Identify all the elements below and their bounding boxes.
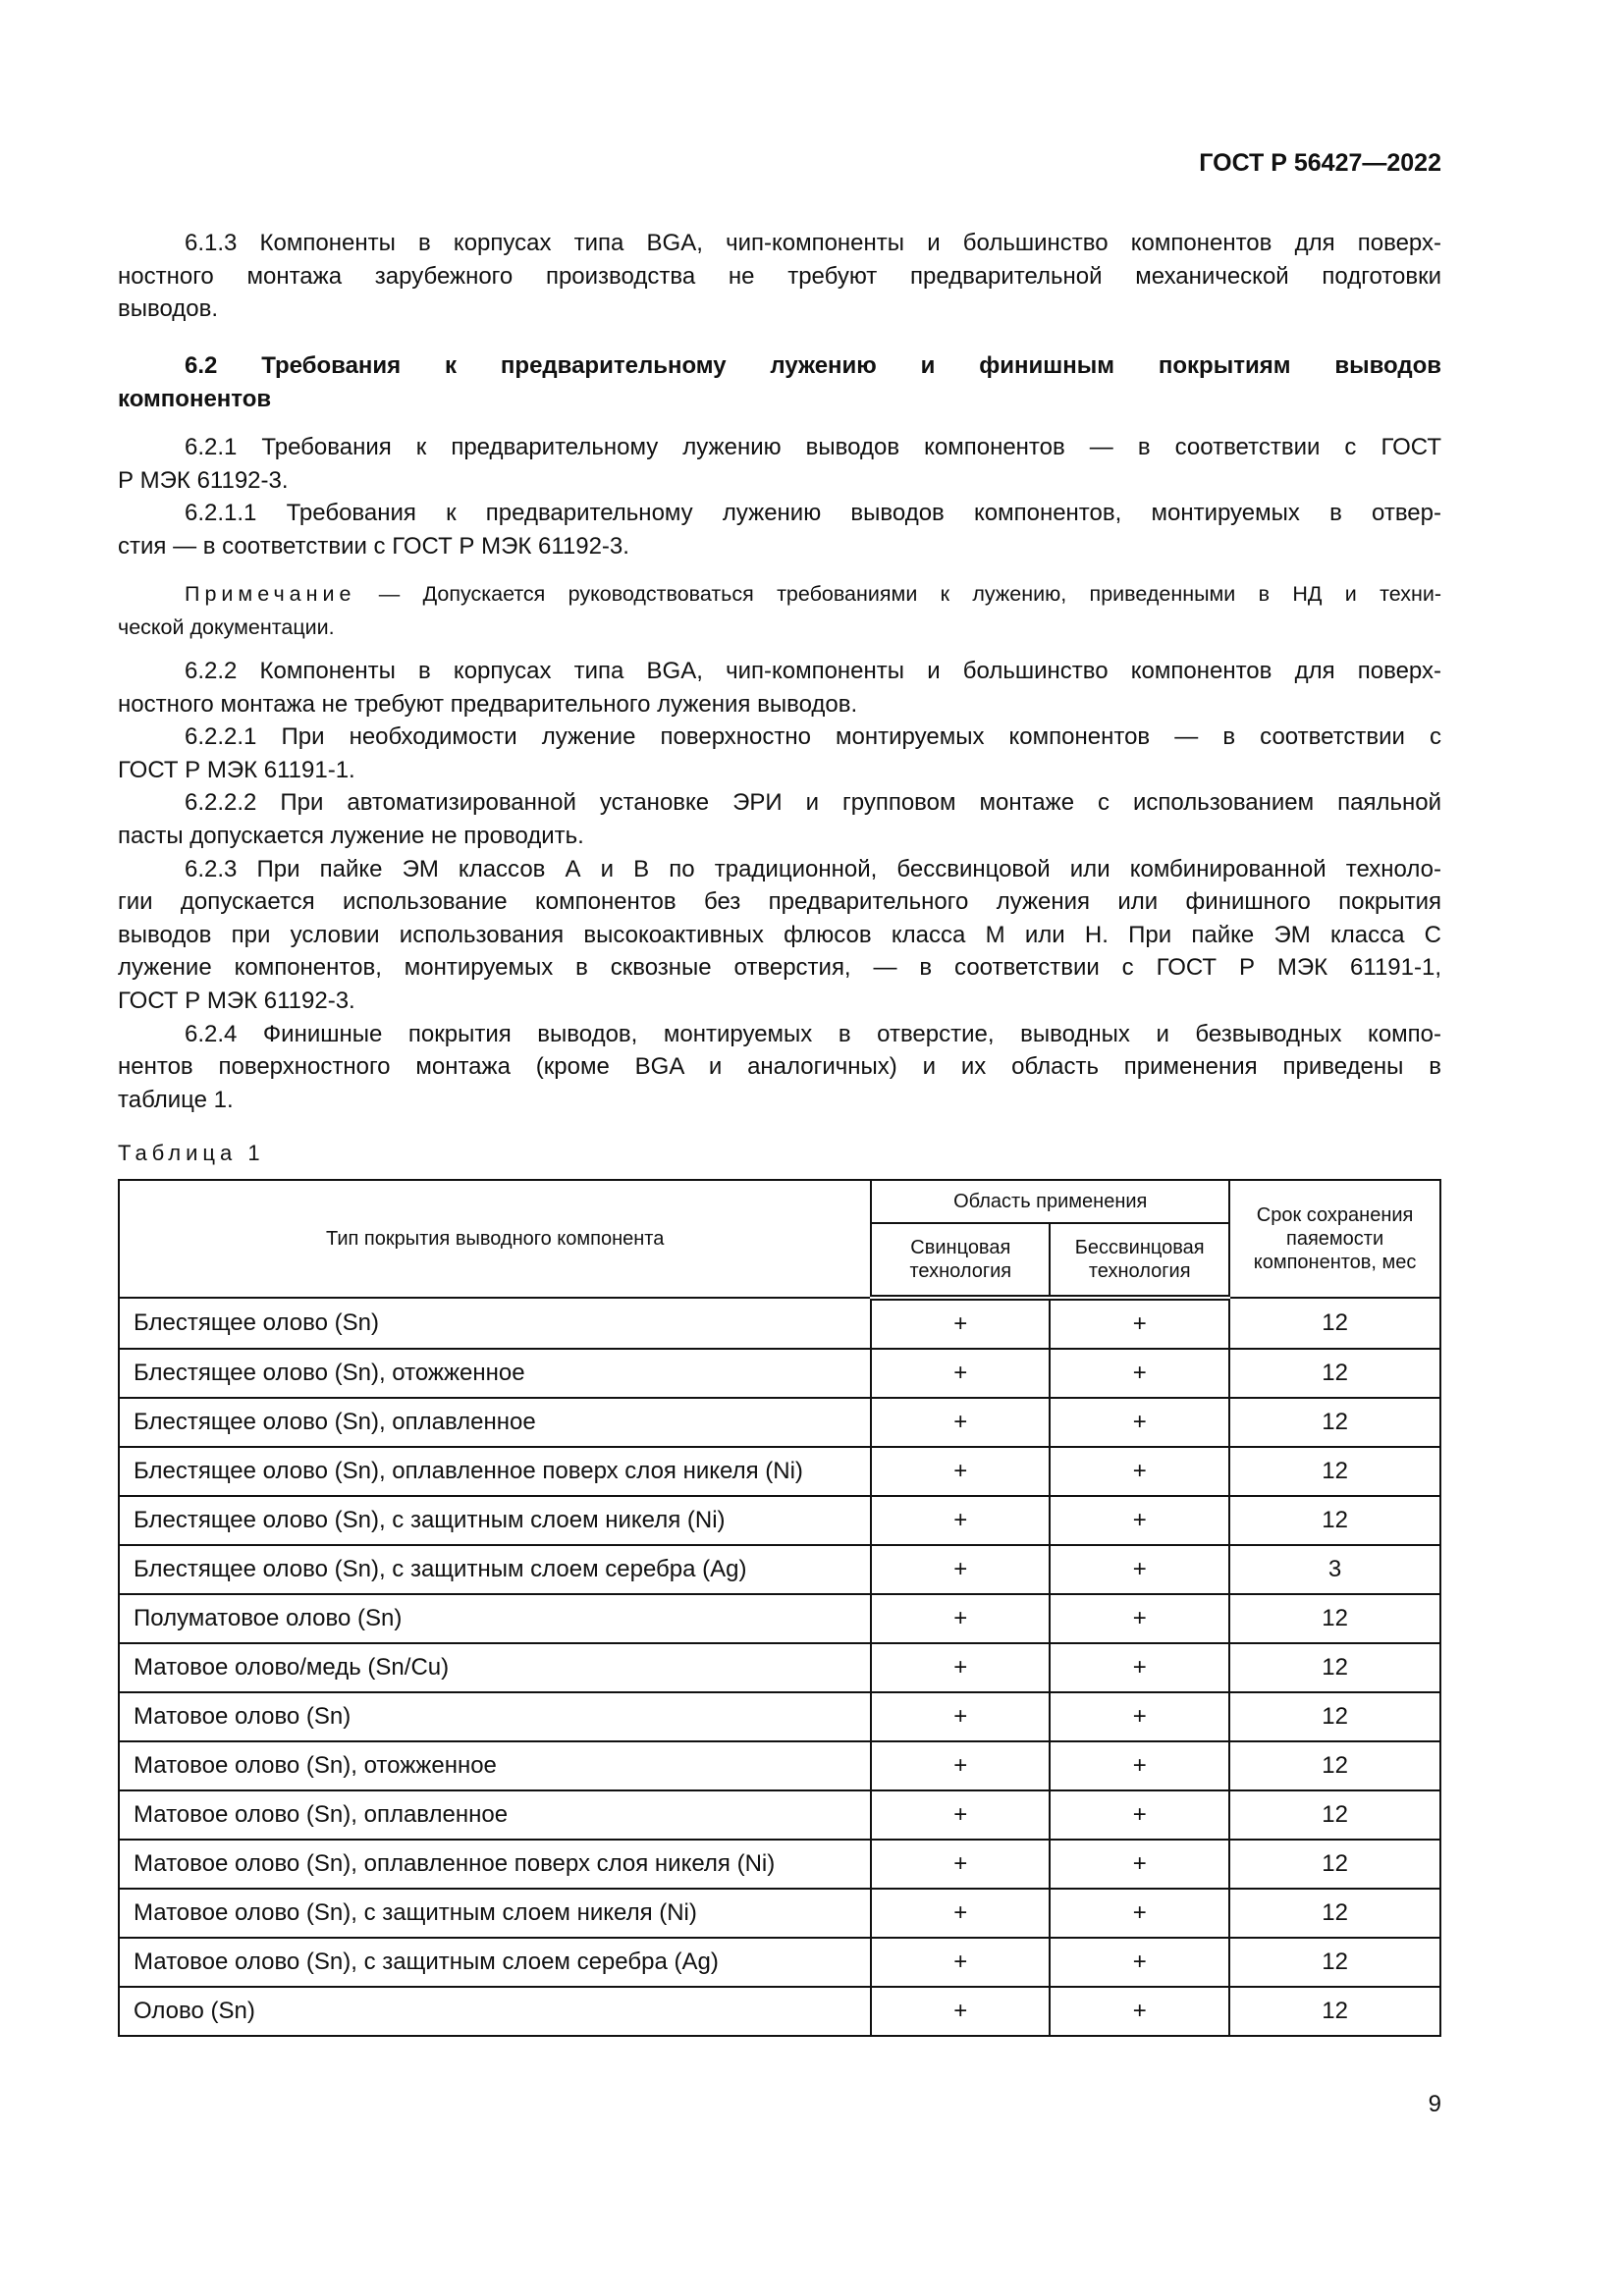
- leadfree-tech-cell: +: [1050, 1496, 1229, 1545]
- coating-name: Матовое олово (Sn), оплавленное: [119, 1790, 871, 1840]
- page-number: 9: [1428, 2091, 1441, 2117]
- note-text: — Допускается руководствоваться требованиями к лужению, приведенными в НД и техни-: [355, 582, 1441, 606]
- header-lead-tech: Свинцовая технология: [871, 1223, 1050, 1298]
- shelf-life-cell: 12: [1229, 1790, 1440, 1840]
- table-row: [119, 1741, 1440, 1790]
- leadfree-tech-cell: +: [1050, 1840, 1229, 1889]
- text-line: 6.2.1 Требования к предварительному лужению выводов компонентов — в соответствии с ГОСТ: [185, 434, 1441, 460]
- paragraph-block: [118, 431, 1441, 562]
- shelf-life-cell: 12: [1229, 1938, 1440, 1987]
- leadfree-tech-cell: +: [1050, 1692, 1229, 1741]
- text-line: 6.2.4 Финишные покрытия выводов, монтируемых в отверстие, выводных и безвыводных компо-: [185, 1020, 1441, 1047]
- text-line: Р МЭК 61192-3.: [118, 466, 289, 494]
- lead-tech-cell: +: [871, 1692, 1050, 1741]
- lead-tech-cell: +: [871, 1496, 1050, 1545]
- table-row: [119, 1692, 1440, 1741]
- lead-tech-cell: +: [871, 1889, 1050, 1938]
- note-text-2: ческой документации.: [118, 614, 335, 639]
- document-header: ГОСТ Р 56427—2022: [1199, 149, 1441, 177]
- coating-name: Матовое олово (Sn), с защитным слоем серебра (Ag): [119, 1938, 871, 1987]
- leadfree-tech-cell: +: [1050, 1447, 1229, 1496]
- coating-name: Матовое олово/медь (Sn/Cu): [119, 1643, 871, 1692]
- leadfree-tech-cell: +: [1050, 1398, 1229, 1447]
- coating-name: Олово (Sn): [119, 1987, 871, 2036]
- text-line: таблице 1.: [118, 1086, 234, 1113]
- text-line: выводов при условии использования высокоактивных флюсов класса М или Н. При пайке ЭМ класса С: [118, 921, 1441, 948]
- text-line: 6.2.1.1 Требования к предварительному лужению выводов компонентов, монтируемых в отвер-: [185, 500, 1441, 527]
- shelf-life-cell: 12: [1229, 1741, 1440, 1790]
- leadfree-tech-cell: +: [1050, 1643, 1229, 1692]
- shelf-life-cell: 12: [1229, 1447, 1440, 1496]
- table-row: [119, 1987, 1440, 2036]
- coating-name: Блестящее олово (Sn), оплавленное поверх слоя никеля (Ni): [119, 1447, 871, 1496]
- lead-tech-cell: +: [871, 1398, 1050, 1447]
- lead-tech-cell: +: [871, 1447, 1050, 1496]
- leadfree-tech-cell: +: [1050, 1298, 1229, 1349]
- lead-tech-cell: +: [871, 1643, 1050, 1692]
- shelf-life-cell: 12: [1229, 1889, 1440, 1938]
- text-line: ностного монтажа не требуют предварительного лужения выводов.: [118, 690, 858, 718]
- leadfree-tech-cell: +: [1050, 1545, 1229, 1594]
- lead-tech-cell: +: [871, 1594, 1050, 1643]
- table-row: [119, 1545, 1440, 1594]
- text-line: стия — в соответствии с ГОСТ Р МЭК 61192-3.: [118, 532, 629, 560]
- coating-name: Матовое олово (Sn), с защитным слоем никеля (Ni): [119, 1889, 871, 1938]
- table-row: [119, 1398, 1440, 1447]
- note-label: Примечание: [185, 582, 356, 606]
- leadfree-tech-cell: +: [1050, 1349, 1229, 1398]
- text-line: 6.2.2.2 При автоматизированной установке ЭРИ и групповом монтаже с использованием паяльной: [185, 789, 1441, 817]
- leadfree-tech-cell: +: [1050, 1987, 1229, 2036]
- text-line: 6.2.2.1 При необходимости лужение поверхностно монтируемых компонентов — в соответствии с: [185, 723, 1441, 751]
- coating-name: Блестящее олово (Sn), оплавленное: [119, 1398, 871, 1447]
- shelf-life-cell: 12: [1229, 1594, 1440, 1643]
- table-row: [119, 1889, 1440, 1938]
- table-row: [119, 1496, 1440, 1545]
- text-line: пасты допускается лужение не проводить.: [118, 822, 584, 849]
- shelf-life-cell: 12: [1229, 1349, 1440, 1398]
- lead-tech-cell: +: [871, 1840, 1050, 1889]
- coating-name: Матовое олово (Sn), оплавленное поверх слоя никеля (Ni): [119, 1840, 871, 1889]
- table-row: [119, 1298, 1440, 1349]
- coating-name: Блестящее олово (Sn), с защитным слоем серебра (Ag): [119, 1545, 871, 1594]
- text-line: нентов поверхностного монтажа (кроме BGA и аналогичных) и их область применения приведены в: [118, 1053, 1441, 1081]
- paragraph-block: [118, 349, 1441, 415]
- table-row: [119, 1594, 1440, 1643]
- table-row: [119, 1643, 1440, 1692]
- text-line: 6.2.2 Компоненты в корпусах типа BGA, чип-компоненты и большинство компонентов для поверх-: [185, 658, 1441, 684]
- shelf-life-cell: 12: [1229, 1496, 1440, 1545]
- header-coating-type: Тип покрытия выводного компонента: [119, 1180, 871, 1298]
- lead-tech-cell: +: [871, 1741, 1050, 1790]
- coating-name: Матовое олово (Sn), отожженное: [119, 1741, 871, 1790]
- text-line: ГОСТ Р МЭК 61191-1.: [118, 756, 355, 783]
- leadfree-tech-cell: +: [1050, 1594, 1229, 1643]
- lead-tech-cell: +: [871, 1790, 1050, 1840]
- table-row: [119, 1447, 1440, 1496]
- coatings-table: [118, 1179, 1441, 2037]
- lead-tech-cell: +: [871, 1298, 1050, 1349]
- text-line: компонентов: [118, 385, 272, 412]
- shelf-life-cell: 12: [1229, 1298, 1440, 1349]
- table-caption: Таблица 1: [118, 1141, 265, 1165]
- text-line: ГОСТ Р МЭК 61192-3.: [118, 987, 355, 1014]
- coating-name: Полуматовое олово (Sn): [119, 1594, 871, 1643]
- header-leadfree-tech: Бессвинцовая технология: [1050, 1223, 1229, 1298]
- text-line: 6.2.3 При пайке ЭМ классов А и В по традиционной, бессвинцовой или комбинированной техноло-: [185, 855, 1441, 882]
- coating-name: Матовое олово (Sn): [119, 1692, 871, 1741]
- shelf-life-cell: 3: [1229, 1545, 1440, 1594]
- header-shelf-life: Срок сохранения паяемости компонентов, мес: [1229, 1180, 1440, 1298]
- shelf-life-cell: 12: [1229, 1643, 1440, 1692]
- text-line: лужение компонентов, монтируемых в сквозные отверстия, — в соответствии с ГОСТ Р МЭК 61191-1,: [118, 954, 1441, 982]
- text-line: выводов.: [118, 295, 219, 323]
- coating-name: Блестящее олово (Sn), с защитным слоем никеля (Ni): [119, 1496, 871, 1545]
- table-row: [119, 1790, 1440, 1840]
- leadfree-tech-cell: +: [1050, 1790, 1229, 1840]
- coating-name: Блестящее олово (Sn), отожженное: [119, 1349, 871, 1398]
- lead-tech-cell: +: [871, 1938, 1050, 1987]
- shelf-life-cell: 12: [1229, 1987, 1440, 2036]
- table-row: [119, 1840, 1440, 1889]
- coating-name: Блестящее олово (Sn): [119, 1298, 871, 1349]
- leadfree-tech-cell: +: [1050, 1938, 1229, 1987]
- text-line: ностного монтажа зарубежного производства не требуют предварительной механической подготовки: [118, 262, 1441, 290]
- leadfree-tech-cell: +: [1050, 1741, 1229, 1790]
- paragraph-block: [118, 655, 1441, 1116]
- leadfree-tech-cell: +: [1050, 1889, 1229, 1938]
- lead-tech-cell: +: [871, 1349, 1050, 1398]
- header-application-area: Область применения: [871, 1180, 1229, 1223]
- lead-tech-cell: +: [871, 1987, 1050, 2036]
- shelf-life-cell: 12: [1229, 1840, 1440, 1889]
- text-line: 6.1.3 Компоненты в корпусах типа BGA, чип-компоненты и большинство компонентов для поверх-: [185, 230, 1441, 256]
- lead-tech-cell: +: [871, 1545, 1050, 1594]
- table-row: [119, 1938, 1440, 1987]
- shelf-life-cell: 12: [1229, 1692, 1440, 1741]
- paragraph-block: [118, 227, 1441, 326]
- text-line: гии допускается использование компонентов без предварительного лужения или финишного покрытия: [118, 888, 1441, 916]
- text-line: 6.2 Требования к предварительному лужению и финишным покрытиям выводов: [185, 352, 1441, 379]
- shelf-life-cell: 12: [1229, 1398, 1440, 1447]
- table-row: [119, 1349, 1440, 1398]
- note: [118, 578, 1441, 644]
